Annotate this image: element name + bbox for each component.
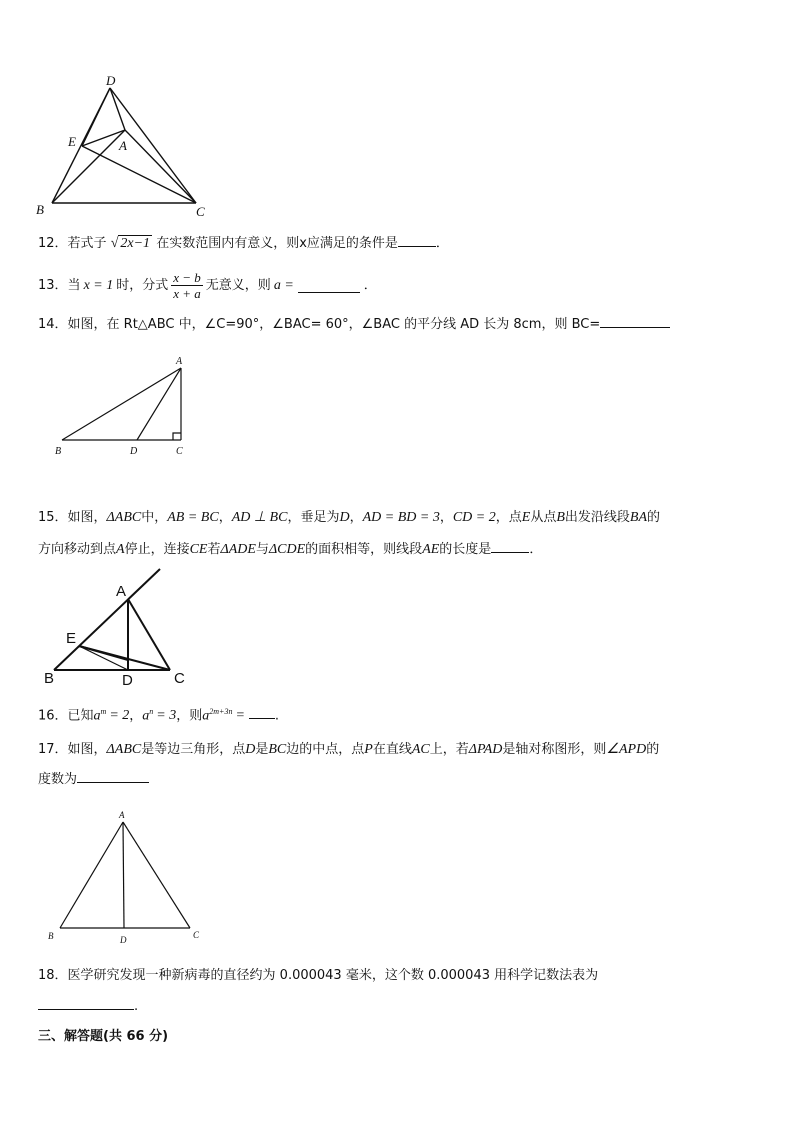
figure-q14 <box>50 352 200 462</box>
label-d: D <box>106 73 116 88</box>
label-d: D <box>120 935 127 945</box>
label-a: A <box>116 583 127 600</box>
answer-blank[interactable] <box>249 704 275 719</box>
label-a: A <box>176 356 183 367</box>
label-e: E <box>66 630 77 647</box>
figure-q15 <box>40 566 185 690</box>
label-b: B <box>55 446 62 457</box>
label-a: A <box>119 138 127 153</box>
label-d: D <box>130 446 138 457</box>
label-e: E <box>68 134 76 149</box>
question-18-line-2: . <box>38 995 138 1017</box>
label-b: B <box>44 670 55 687</box>
answer-blank[interactable] <box>398 232 436 247</box>
label-b: B <box>36 202 44 217</box>
question-18-line-1: 18．医学研究发现一种新病毒的直径约为 0.000043 毫米，这个数 0.000043 用科学记数法表为 <box>38 968 599 983</box>
answer-blank[interactable] <box>491 538 529 553</box>
label-c: C <box>196 204 205 219</box>
answer-blank[interactable] <box>77 768 149 783</box>
section-heading: 三、解答题(共 66 分) <box>38 1029 169 1044</box>
figure-q11 <box>30 70 220 220</box>
sqrt-expression: √ 2x−1 <box>110 236 151 251</box>
question-15-line-2: 方向移动到点A停止，连接CE若ΔADE与ΔCDE的面积相等，则线段AE的长度是 ． <box>38 538 542 560</box>
label-d: D <box>122 672 133 689</box>
question-12: 12．若式子 √ 2x−1 在实数范围内有意义，则x应满足的条件是 ． <box>38 232 449 254</box>
label-c: C <box>176 446 183 457</box>
question-14: 14．如图，在 Rt△ABC 中，∠C=90°，∠BAC= 60°，∠BAC 的平分线 AD 长为 8cm，则 BC= <box>38 313 670 335</box>
label-a: A <box>119 810 125 820</box>
question-13: 13． 当 x = 1 时，分式 $\frac{x - b}{x + a}$ 无意义，则 a = ． <box>38 270 377 301</box>
question-15-line-1: 15．如图，ΔABC中，AB = BC，AD ⊥ BC，垂足为D，AD = BD = 3，CD = 2，点E从点B出发沿线段BA的 <box>38 510 661 525</box>
question-17-line-1: 17．如图，ΔABC是等边三角形，点D是BC边的中点，点P在直线AC上，若ΔPAD是轴对称图形，则∠APD的 <box>38 742 660 757</box>
label-c: C <box>193 930 200 940</box>
answer-blank[interactable] <box>298 278 360 293</box>
fraction: $\frac{x - b}{x + a}$ <box>173 270 201 301</box>
label-c: C <box>174 670 185 687</box>
question-17-line-2: 度数为 <box>38 768 149 790</box>
question-16: 16．已知$a^m = 2$，$a^n = 3$，则$a^{2m+3n}$ = . <box>38 702 279 726</box>
answer-blank[interactable] <box>38 995 134 1010</box>
figure-q17 <box>40 806 215 946</box>
answer-blank[interactable] <box>600 313 670 328</box>
label-b: B <box>48 931 54 941</box>
